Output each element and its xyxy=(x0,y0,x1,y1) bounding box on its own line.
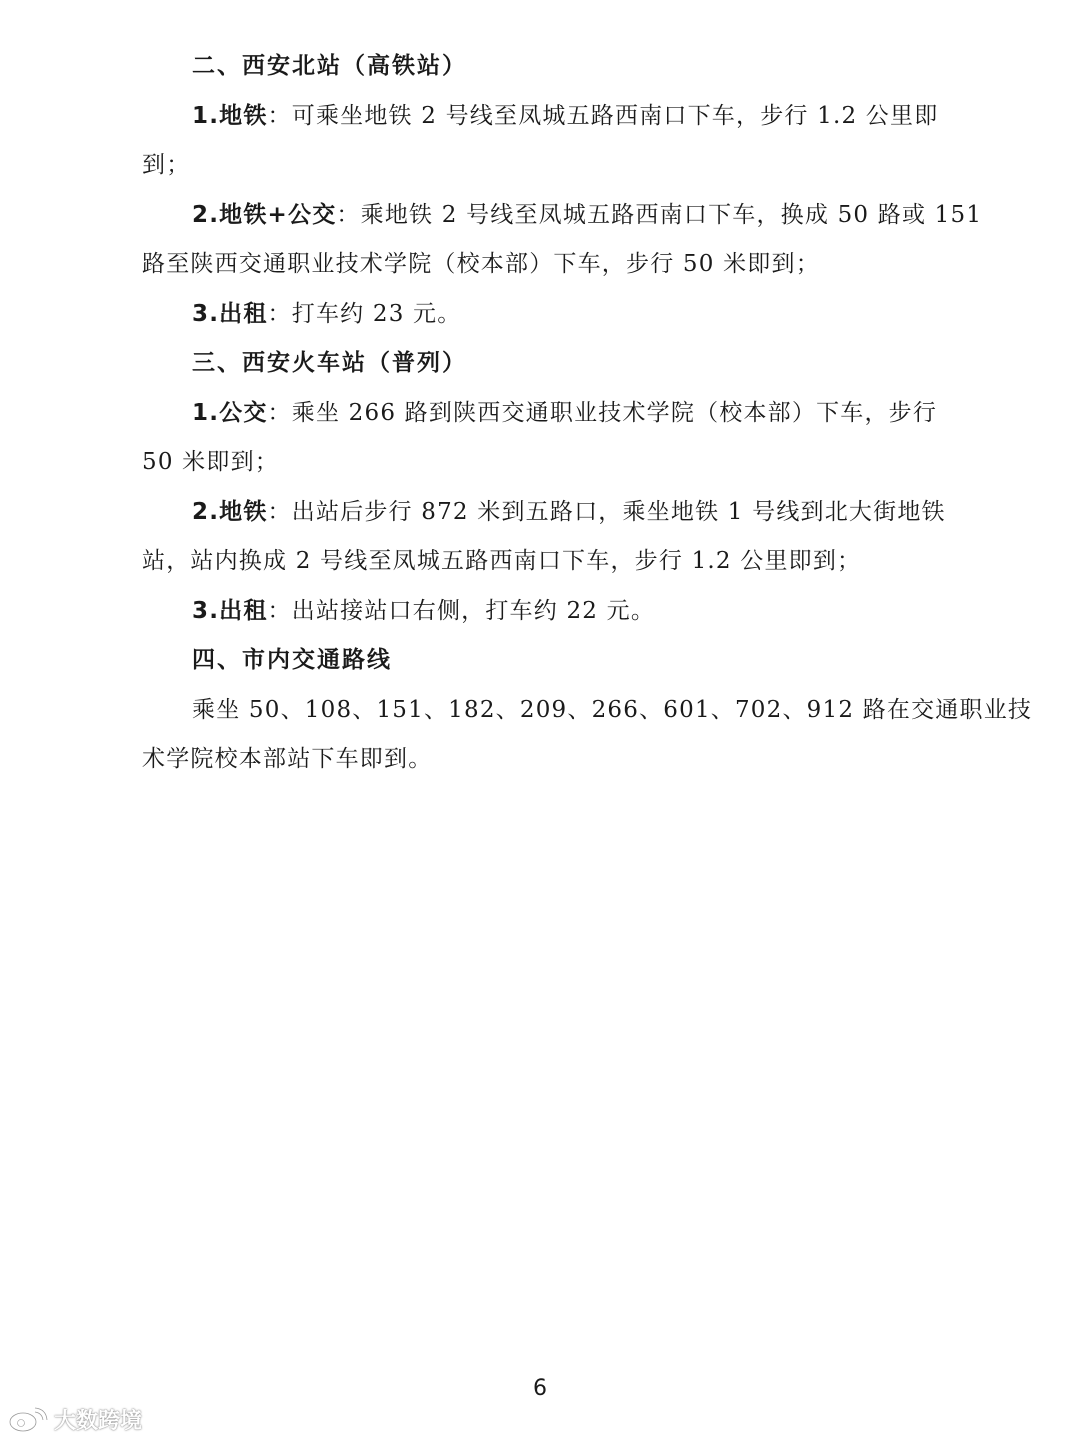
page-number: 6 xyxy=(533,1376,547,1401)
item-text: ：打车约 23 元。 xyxy=(267,300,462,327)
paragraph-line: 站，站内换成 2 号线至凤城五路西南口下车，步行 1.2 公里即到； xyxy=(142,548,862,574)
section-heading-xian-railway: 三、西安火车站（普列） xyxy=(192,350,467,376)
watermark-text: 大数跨境 xyxy=(54,1409,143,1434)
item-text: ：出站接站口右侧，打车约 22 元。 xyxy=(267,597,656,624)
item-label: 3.出租 xyxy=(192,597,268,624)
paragraph-line: 50 米即到； xyxy=(142,449,279,475)
paragraph-line xyxy=(142,488,968,538)
paragraph-line xyxy=(142,191,983,241)
item-text: ：乘地铁 2 号线至凤城五路西南口下车，换成 50 路或 151 xyxy=(336,201,983,228)
paragraph-line xyxy=(142,290,968,340)
item-label: 1.地铁 xyxy=(192,102,268,129)
section-heading-xian-north: 二、西安北站（高铁站） xyxy=(192,53,467,79)
section-heading-city-transit: 四、市内交通路线 xyxy=(192,647,392,673)
weibo-logo-icon xyxy=(8,1407,48,1433)
paragraph-line: 到； xyxy=(142,152,191,178)
paragraph-line xyxy=(142,389,968,439)
paragraph-line: 术学院校本部站下车即到。 xyxy=(142,746,433,772)
item-label: 3.出租 xyxy=(192,300,268,327)
item-text: ：可乘坐地铁 2 号线至凤城五路西南口下车，步行 1.2 公里即 xyxy=(267,102,939,129)
item-text: ：乘坐 266 路到陕西交通职业技术学院（校本部）下车，步行 xyxy=(267,399,938,426)
paragraph-line: 乘坐 50、108、151、182、209、266、601、702、912 路在交通职业技 xyxy=(192,696,1033,723)
paragraph-line xyxy=(142,92,968,142)
item-label: 2.地铁 xyxy=(192,498,268,525)
document-page xyxy=(142,42,1033,785)
watermark xyxy=(8,1404,142,1435)
item-text: ：出站后步行 872 米到五路口，乘坐地铁 1 号线到北大街地铁 xyxy=(267,498,946,525)
item-label: 2.地铁+公交 xyxy=(192,201,337,228)
paragraph-line: 路至陕西交通职业技术学院（校本部）下车，步行 50 米即到； xyxy=(142,251,820,277)
paragraph-line xyxy=(142,587,968,637)
item-label: 1.公交 xyxy=(192,399,268,426)
